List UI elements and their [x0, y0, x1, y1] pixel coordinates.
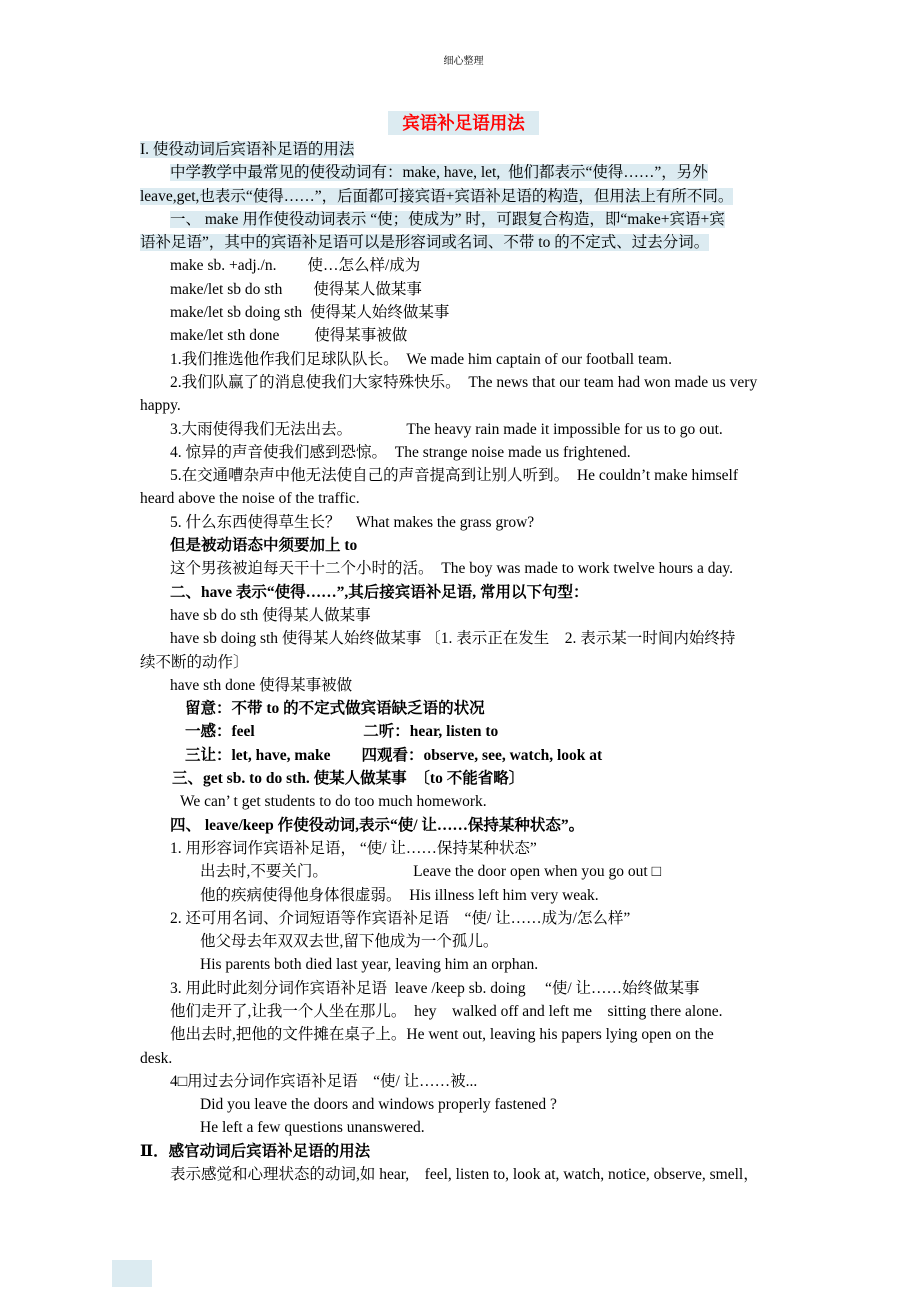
- page-title-text: 宾语补足语用法: [388, 111, 539, 135]
- text-line-content: desk.: [140, 1049, 173, 1067]
- text-line: [140, 720, 787, 743]
- text-line: [140, 301, 787, 324]
- text-line: [140, 953, 787, 976]
- text-line-content: 但是被动语态中须要加上 to: [170, 537, 358, 555]
- text-line: [140, 418, 787, 441]
- text-line-content: 4□用过去分词作宾语补足语 “使/ 让……被...: [170, 1072, 478, 1090]
- text-line-content: 一、 make 用作使役动词表示 “使；使成为” 时，可跟复合构造，即“make+宾语+宾: [170, 210, 725, 228]
- text-line: [140, 464, 787, 487]
- text-line-content: We can’ t get students to do too much homework.: [180, 793, 487, 811]
- text-line-content: make/let sb do sth 使得某人做某事: [170, 280, 422, 298]
- text-line: [140, 324, 787, 347]
- text-line: [140, 814, 787, 837]
- text-line-content: 三让：let, have, make 四观看：observe, see, watch, look at: [185, 746, 603, 764]
- text-line: [140, 930, 787, 953]
- text-line: [140, 161, 787, 184]
- text-line-content: happy.: [140, 397, 181, 415]
- text-line: [140, 674, 787, 697]
- text-line-content: 表示感觉和心理状态的动词,如 hear, feel, listen to, look at, watch, notice, observe, smell，: [170, 1166, 759, 1184]
- text-line-content: make/let sb doing sth 使得某人始终做某事: [170, 304, 450, 322]
- text-line: [140, 254, 787, 277]
- text-line: [140, 697, 787, 720]
- text-line: [140, 1093, 787, 1116]
- text-line-content: 三、get sb. to do sth. 使某人做某事 〔to 不能省略〕: [172, 770, 525, 788]
- text-line-content: 他的疾病使得他身体很虚弱。 His illness left him very weak.: [200, 886, 599, 904]
- text-line: [140, 767, 787, 790]
- text-line: [140, 977, 787, 1000]
- text-line: [140, 1000, 787, 1023]
- text-line-content: 1. 用形容词作宾语补足语， “使/ 让……保持某种状态”: [170, 839, 537, 857]
- text-line: [140, 744, 787, 767]
- text-line-content: 语补足语”，其中的宾语补足语可以是形容词或名词、不带 to 的不定式、过去分词。: [140, 234, 710, 252]
- text-line-content: 2.我们队赢了的消息使我们大家特殊快乐。 The news that our team had won made us very: [170, 373, 758, 391]
- text-line-content: 二、have 表示“使得……”,其后接宾语补足语, 常用以下句型：: [170, 583, 589, 601]
- text-line: [140, 581, 787, 604]
- text-line-content: 5.在交通嘈杂声中他无法使自己的声音提高到让别人听到。 He couldn’t make himself: [170, 467, 739, 485]
- text-line: [140, 534, 787, 557]
- text-line: [140, 441, 787, 464]
- text-line-content: 留意：不带 to 的不定式做宾语缺乏语的状况: [185, 700, 485, 718]
- text-line: [140, 907, 787, 930]
- text-line: [140, 1116, 787, 1139]
- text-line: [140, 557, 787, 580]
- text-line-content: make/let sth done 使得某事被做: [170, 327, 408, 345]
- text-line: [140, 348, 787, 371]
- text-line-content: 3.大雨使得我们无法出去。 The heavy rain made it impossible for us to go out.: [170, 420, 723, 438]
- text-line: [140, 208, 787, 231]
- text-line-content: 中学教学中最常见的使役动词有：make, have, let, 他们都表示“使得……”，另外: [170, 164, 708, 182]
- text-line: [140, 884, 787, 907]
- text-line: [140, 185, 787, 208]
- text-line: [140, 278, 787, 301]
- document-body: [140, 138, 787, 1186]
- text-line: [140, 860, 787, 883]
- text-line-content: make sb. +adj./n. 使…怎么样/成为: [170, 257, 421, 275]
- text-line: [140, 138, 787, 161]
- text-line: [140, 1070, 787, 1093]
- text-line: [140, 231, 787, 254]
- text-line: [140, 1023, 787, 1046]
- text-line-content: 1.我们推选他作我们足球队队长。 We made him captain of our football team.: [170, 350, 672, 368]
- text-line-content: 出去时,不要关门。 Leave the door open when you go out □: [200, 863, 661, 881]
- text-line-content: His parents both died last year, leaving him an orphan.: [200, 956, 539, 974]
- text-line: [140, 487, 787, 510]
- text-line-content: have sth done 使得某事被做: [170, 676, 353, 694]
- text-line: [140, 371, 787, 394]
- text-line: [140, 627, 787, 650]
- text-line: [140, 394, 787, 417]
- text-line-content: 这个男孩被迫每天干十二个小时的活。 The boy was made to work twelve hours a day.: [170, 560, 733, 578]
- page-title: [140, 110, 787, 136]
- text-line: [140, 1140, 787, 1163]
- text-line-content: 2. 还可用名词、介词短语等作宾语补足语 “使/ 让……成为/怎么样”: [170, 909, 631, 927]
- text-line-content: 他们走开了,让我一个人坐在那儿。 hey walked off and left me sitting there alone.: [170, 1002, 723, 1020]
- text-line: [140, 604, 787, 627]
- text-line-content: leave,get,也表示“使得……”，后面都可接宾语+宾语补足语的构造，但用法上有所不同。: [140, 187, 734, 205]
- text-line-content: 5. 什么东西使得草生长？ What makes the grass grow?: [170, 513, 535, 531]
- text-line-content: have sb do sth 使得某人做某事: [170, 606, 371, 624]
- text-line-content: 4. 惊异的声音使我们感到恐惊。 The strange noise made us frightened.: [170, 443, 631, 461]
- text-line: [140, 837, 787, 860]
- text-line-content: 3. 用此时此刻分词作宾语补足语 leave /keep sb. doing “使/ 让……始终做某事: [170, 979, 700, 997]
- footer-highlight-artifact: [112, 1260, 152, 1287]
- text-line-content: 四、 leave/keep 作使役动词,表示“使/ 让……保持某种状态”。: [170, 816, 585, 834]
- text-line-content: 一感：feel 二听：hear, listen to: [185, 723, 499, 741]
- text-line-content: heard above the noise of the traffic.: [140, 490, 360, 508]
- text-line-content: Did you leave the doors and windows properly fastened ?: [200, 1096, 557, 1114]
- text-line: [140, 511, 787, 534]
- text-line-content: 他出去时,把他的文件摊在桌子上。He went out, leaving his papers lying open on the: [170, 1026, 714, 1044]
- text-line: [140, 1163, 787, 1186]
- text-line-content: 他父母去年双双去世,留下他成为一个孤儿。: [200, 933, 499, 951]
- text-line-content: He left a few questions unanswered.: [200, 1119, 425, 1137]
- header-note: 细心整理: [443, 56, 484, 67]
- text-line-content: 续不断的动作〕: [140, 653, 249, 671]
- text-line-content: have sb doing sth 使得某人始终做某事 〔1. 表示正在发生 2. 表示某一时间内始终持: [170, 630, 736, 648]
- text-line: [140, 1047, 787, 1070]
- text-line: [140, 790, 787, 813]
- text-line-content: I. 使役动词后宾语补足语的用法: [140, 141, 355, 158]
- text-line: [140, 651, 787, 674]
- text-line-content: Ⅱ．感官动词后宾语补足语的用法: [140, 1142, 371, 1160]
